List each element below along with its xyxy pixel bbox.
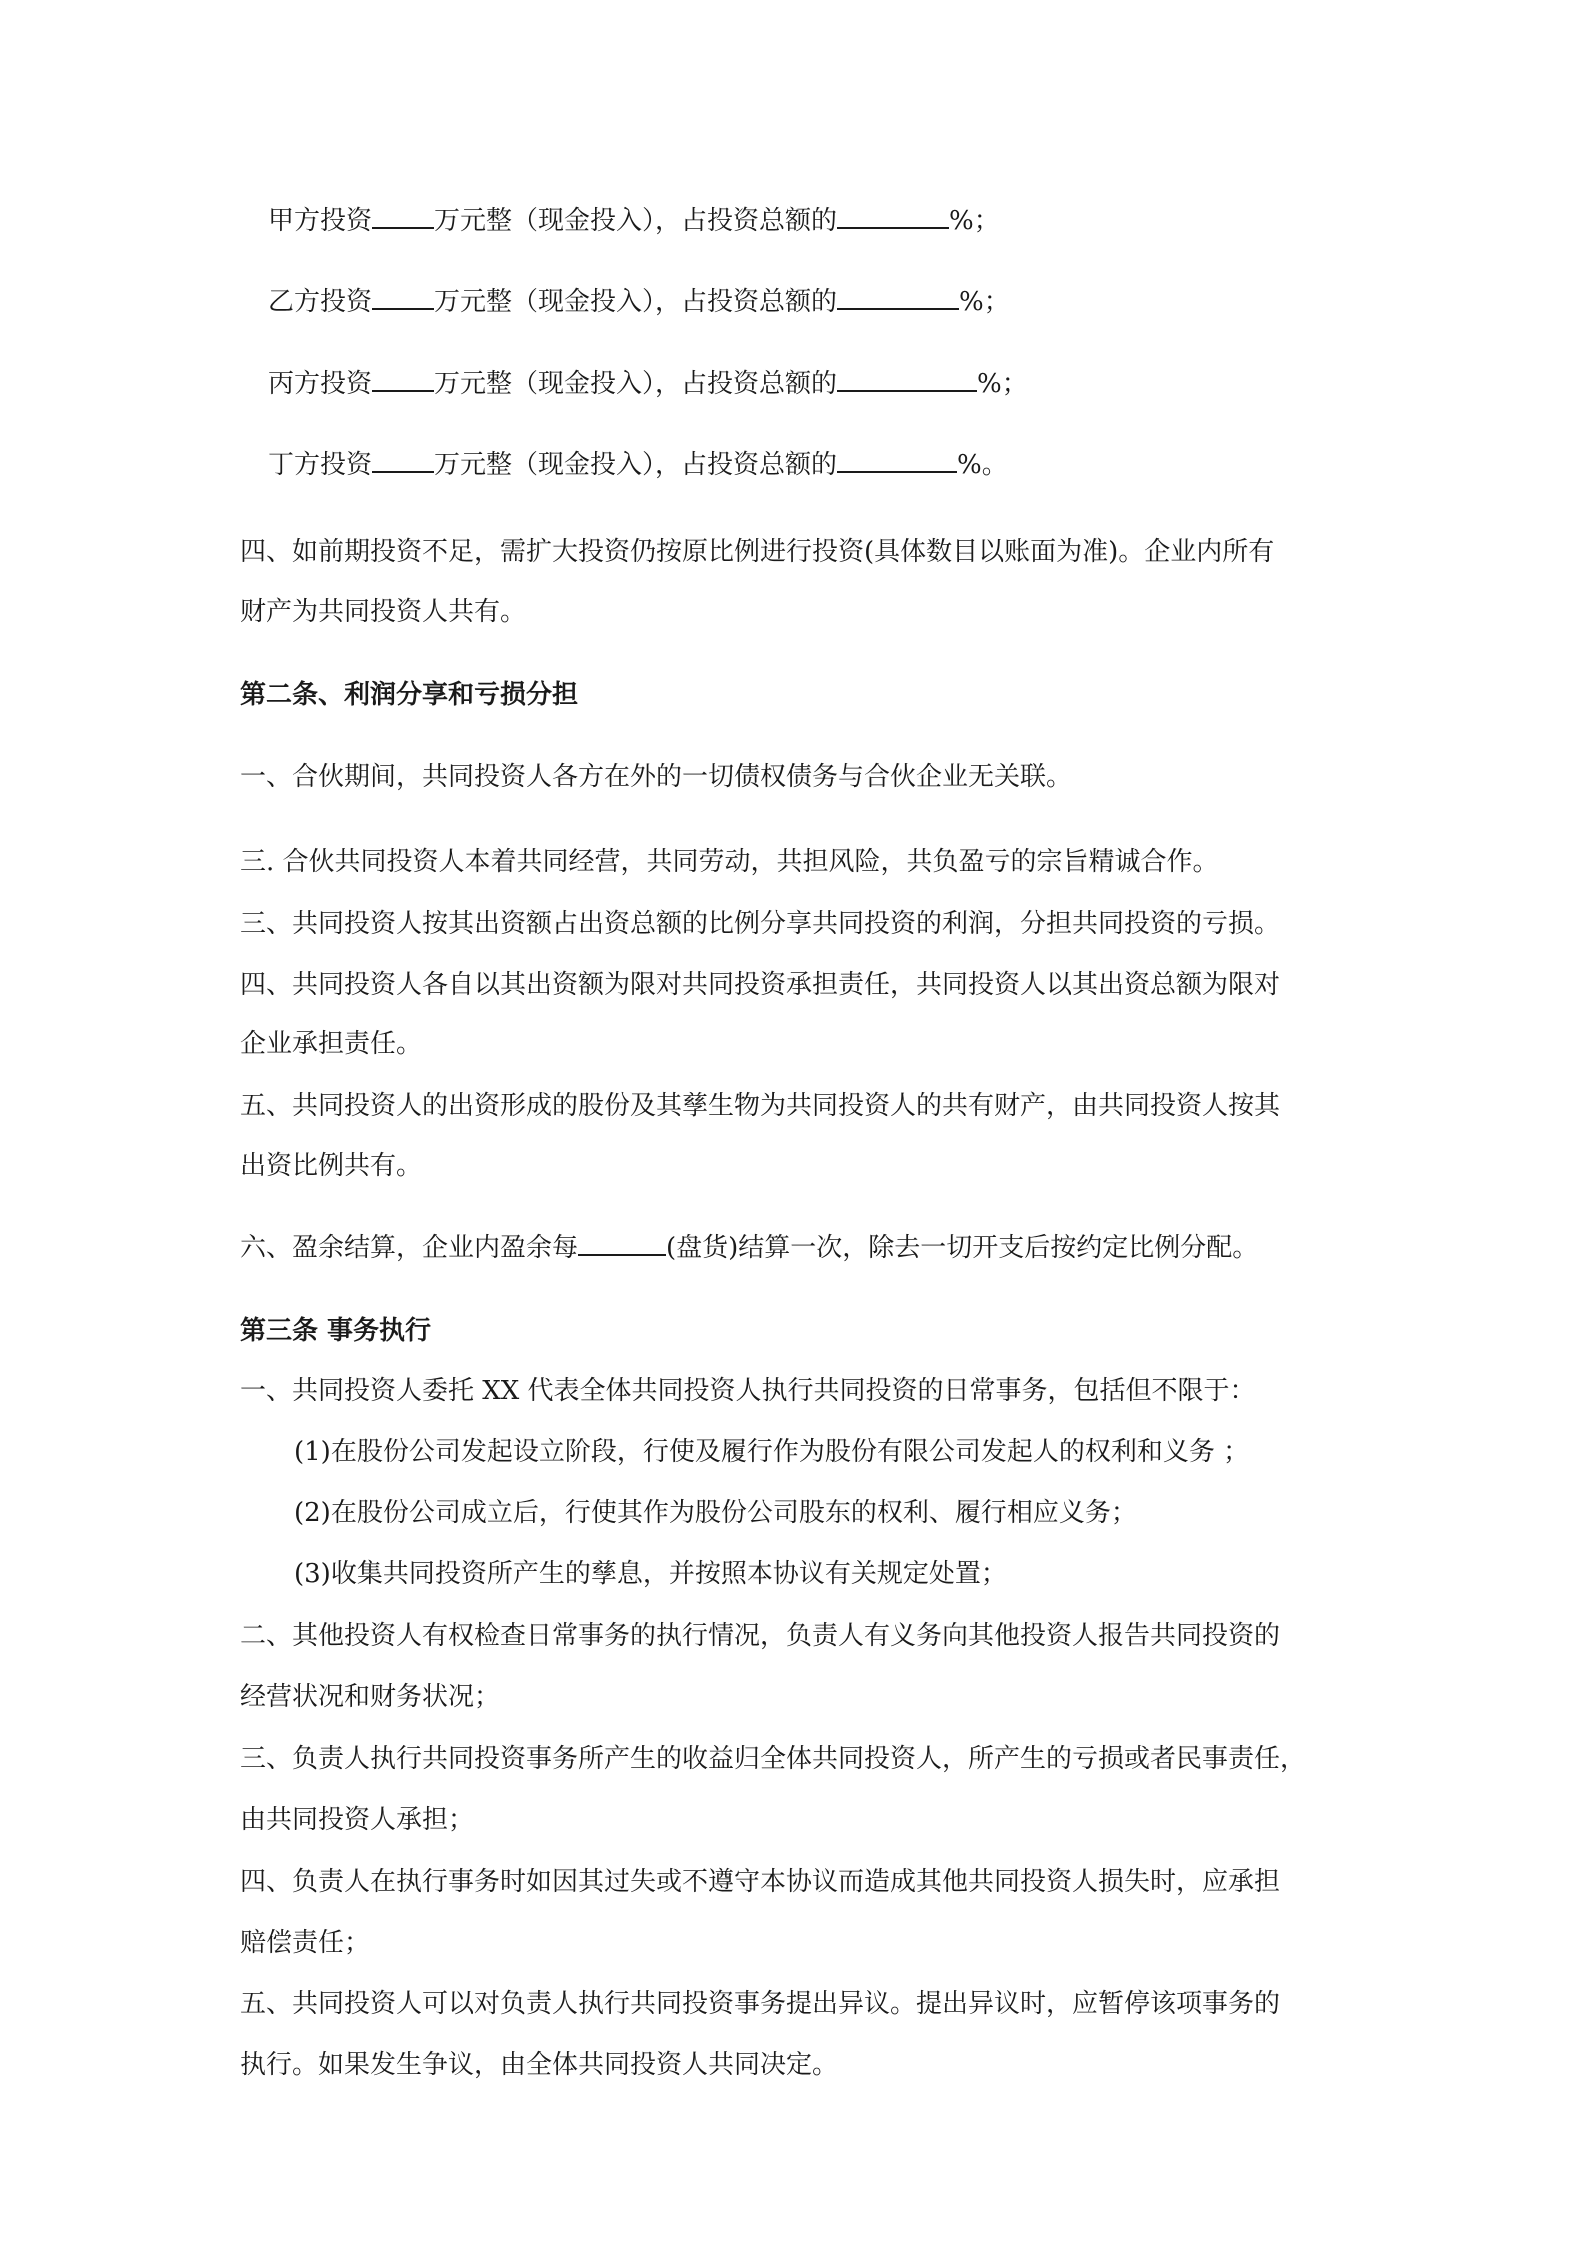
amount-blank <box>372 447 434 473</box>
clause3-item3-line1: 三、负责人执行共同投资事务所产生的收益归全体共同投资人，所产生的亏损或者民事责任， <box>240 1744 1307 1774</box>
amount-blank <box>372 284 434 310</box>
percent-blank <box>837 284 959 310</box>
clause2-item1: 一、合伙期间，共同投资人各方在外的一切债权债务与合伙企业无关联。 <box>240 762 1073 792</box>
percent-suffix: %； <box>949 206 1000 236</box>
investment-line-yi <box>268 283 1010 321</box>
clause1-item4-line2: 财产为共同投资人共有。 <box>240 597 527 627</box>
investment-text: 万元整（现金投入），占投资总额的 <box>434 450 838 480</box>
settlement-period-blank <box>578 1230 666 1256</box>
clause3-heading: 第三条 事务执行 <box>240 1316 432 1346</box>
clause2-item4-line2: 企业承担责任。 <box>240 1029 423 1059</box>
amount-blank <box>372 366 434 392</box>
clause1-item4-line1: 四、如前期投资不足，需扩大投资仍按原比例进行投资(具体数目以账面为准)。企业内所有 <box>240 537 1275 567</box>
percent-blank <box>837 203 949 229</box>
clause3-item1: 一、共同投资人委托 XX 代表全体共同投资人执行共同投资的日常事务，包括但不限于： <box>240 1376 1256 1406</box>
party-label: 乙方投资 <box>268 287 373 317</box>
clause3-item2-line2: 经营状况和财务状况； <box>240 1682 501 1712</box>
clause3-sub3: (3)收集共同投资所产生的孳息，并按照本协议有关规定处置； <box>294 1559 1007 1589</box>
investment-text: 万元整（现金投入），占投资总额的 <box>434 206 838 236</box>
amount-blank <box>372 203 434 229</box>
clause3-item2-line1: 二、其他投资人有权检查日常事务的执行情况，负责人有义务向其他投资人报告共同投资的 <box>240 1621 1281 1651</box>
clause3-sub2: (2)在股份公司成立后，行使其作为股份公司股东的权利、履行相应义务； <box>294 1498 1137 1528</box>
investment-line-jia <box>268 202 1000 240</box>
clause2-item5-line1: 五、共同投资人的出资形成的股份及其孳生物为共同投资人的共有财产，由共同投资人按其 <box>240 1091 1281 1121</box>
investment-line-bing <box>268 365 1028 403</box>
clause2-item4-line1: 四、共同投资人各自以其出资额为限对共同投资承担责任，共同投资人以其出资总额为限对 <box>240 970 1281 1000</box>
percent-suffix: %。 <box>957 450 1008 480</box>
investment-text: 万元整（现金投入），占投资总额的 <box>434 287 838 317</box>
percent-blank <box>837 447 957 473</box>
clause3-item4-line1: 四、负责人在执行事务时如因其过失或不遵守本协议而造成其他共同投资人损失时，应承担 <box>240 1867 1281 1897</box>
percent-suffix: %； <box>977 369 1028 399</box>
clause3-item5-line1: 五、共同投资人可以对负责人执行共同投资事务提出异议。提出异议时，应暂停该项事务的 <box>240 1989 1281 2019</box>
clause2-item6 <box>240 1229 1258 1267</box>
clause3-item3-line2: 由共同投资人承担； <box>240 1805 475 1835</box>
clause2-heading: 第二条、利润分享和亏损分担 <box>240 680 579 710</box>
clause2-item2: 三. 合伙共同投资人本着共同经营，共同劳动，共担风险，共负盈亏的宗旨精诚合作。 <box>240 847 1219 877</box>
clause3-item4-line2: 赔偿责任； <box>240 1928 371 1958</box>
investment-line-ding <box>268 446 1008 484</box>
percent-blank <box>837 366 977 392</box>
clause3-item5-line2: 执行。如果发生争议，由全体共同投资人共同决定。 <box>240 2050 839 2080</box>
clause3-sub1: (1)在股份公司发起设立阶段，行使及履行作为股份有限公司发起人的权利和义务 ； <box>294 1437 1250 1467</box>
investment-text: 万元整（现金投入），占投资总额的 <box>434 369 838 399</box>
clause2-item5-line2: 出资比例共有。 <box>240 1151 423 1181</box>
item6-text-before: 六、盈余结算，企业内盈余每 <box>240 1233 579 1263</box>
party-label: 甲方投资 <box>268 206 373 236</box>
party-label: 丙方投资 <box>268 369 373 399</box>
percent-suffix: %； <box>959 287 1010 317</box>
clause2-item3: 三、共同投资人按其出资额占出资总额的比例分享共同投资的利润，分担共同投资的亏损。 <box>240 909 1281 939</box>
item6-text-after: (盘货)结算一次，除去一切开支后按约定比例分配。 <box>666 1233 1259 1263</box>
party-label: 丁方投资 <box>268 450 373 480</box>
